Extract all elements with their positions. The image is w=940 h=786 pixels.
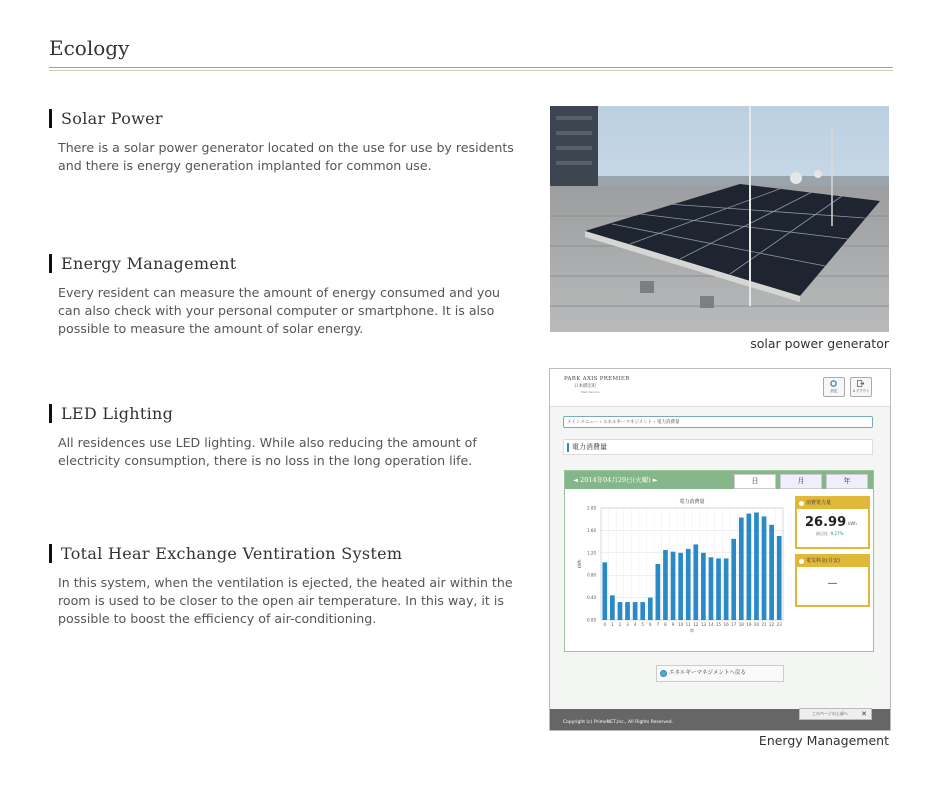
x-tick-label: 6	[649, 622, 652, 627]
settings-label: 設定	[830, 389, 838, 393]
bar	[701, 553, 706, 620]
x-tick-label: 16	[723, 622, 729, 627]
usage-card-title: 消費電力量	[797, 498, 868, 509]
bar	[671, 552, 676, 620]
gear-icon	[830, 380, 837, 387]
breadcrumb[interactable]: メインメニュー › エネルギーマネジメント › 電力消費量	[563, 416, 873, 428]
logout-button[interactable]	[850, 377, 872, 397]
bar	[754, 512, 759, 620]
solar-power-photo	[550, 106, 889, 332]
bar	[602, 562, 607, 620]
x-tick-label: 3	[626, 622, 629, 627]
x-tick-label: 1	[611, 622, 614, 627]
x-tick-label: 5	[641, 622, 644, 627]
y-axis-label: kWh	[577, 559, 582, 569]
x-tick-label: 8	[664, 622, 667, 627]
bar	[678, 553, 683, 620]
y-tick-label: 0.00	[587, 617, 596, 623]
x-tick-label: 4	[633, 622, 637, 627]
fee-value: —	[827, 578, 838, 589]
section-solar-power	[49, 109, 529, 175]
chart-title: 電力消費量	[679, 499, 705, 505]
screen-title: 電力消費量	[563, 439, 873, 455]
x-tick-label: 14	[708, 622, 714, 627]
x-tick-label: 13	[700, 622, 706, 627]
y-tick-label: 0.80	[587, 572, 596, 578]
bar	[663, 550, 668, 620]
bar	[731, 539, 736, 620]
app-header	[550, 369, 890, 407]
fee-card-title: 電気料金(目安)	[797, 556, 868, 567]
bar	[618, 602, 623, 620]
x-tick-label: 23	[776, 622, 782, 627]
section-heading: Solar Power	[49, 109, 529, 128]
back-to-energy-button[interactable]: エネルギーマネジメントへ戻る	[656, 665, 784, 682]
bar	[648, 598, 653, 620]
x-tick-label: 0	[603, 622, 607, 627]
section-body: All residences use LED lighting. While also reducing the amount of electricity consumption, there is no loss in the long operation life.	[58, 435, 477, 468]
bar	[693, 544, 698, 620]
section-led-lighting	[49, 404, 529, 470]
copyright: Copyright (c) PrimeNET,Inc., All Rights Reserved.	[563, 720, 674, 725]
consumption-chart	[571, 496, 789, 641]
x-tick-label: 22	[769, 622, 775, 627]
section-body: In this system, when the ventilation is ejected, the heated air within the room is used to be closer to the open air temperature. In this way, it is possible to boost the efficiency of air-conditioning.	[58, 575, 513, 626]
usage-compare	[816, 531, 843, 537]
usage-card	[795, 496, 870, 549]
section-heading: Total Hear Exchange Ventiration System	[49, 544, 529, 563]
bar	[656, 564, 661, 620]
bar	[640, 602, 645, 620]
usage-value: 26.99	[805, 515, 847, 530]
date-navigator[interactable]: ◄ 2014年04月29日(火曜) ►	[573, 476, 658, 484]
fee-card	[795, 554, 870, 607]
y-tick-label: 1.20	[587, 550, 596, 556]
usage-compare-value: -9.27%	[829, 531, 844, 536]
bar	[747, 514, 752, 620]
to-top-label: このページの上部へ	[812, 711, 848, 716]
bar	[716, 558, 721, 620]
close-icon[interactable]: ✕	[861, 710, 867, 718]
bar	[686, 549, 691, 620]
logo-name: PARK AXIS PREMIER	[564, 376, 630, 382]
x-tick-label: 10	[678, 622, 684, 627]
bar	[762, 516, 767, 620]
tab-year[interactable]: 年	[826, 474, 868, 489]
bar	[777, 536, 782, 620]
panel-header	[565, 471, 873, 489]
logo-location: 日本橋室町	[574, 384, 597, 389]
logo-service: Web Service	[581, 390, 600, 394]
tab-month[interactable]: 月	[780, 474, 822, 489]
page-title: Ecology	[49, 36, 130, 60]
section-body: There is a solar power generator located on the use for use by residents and there is energy generation implanted for common use.	[58, 140, 514, 173]
y-tick-label: 2.00	[587, 505, 596, 511]
tab-day[interactable]: 日	[734, 474, 776, 489]
x-tick-label: 20	[753, 622, 760, 627]
bar	[633, 602, 638, 620]
bar	[739, 518, 744, 620]
bar	[625, 602, 630, 620]
to-top-button[interactable]	[799, 708, 872, 720]
x-tick-label: 21	[761, 622, 767, 627]
title-divider	[49, 67, 893, 68]
energy-screenshot-caption: Energy Management	[758, 733, 889, 748]
x-tick-label: 17	[731, 622, 737, 627]
settings-button[interactable]	[823, 377, 845, 397]
bar	[610, 595, 615, 620]
y-tick-label: 0.40	[587, 595, 596, 601]
section-body: Every resident can measure the amount of energy consumed and you can also check with your personal computer or smartphone. It is also possible to measure the amount of solar energy.	[58, 285, 501, 336]
x-tick-label: 9	[671, 622, 675, 627]
x-tick-label: 2	[618, 622, 622, 627]
x-tick-label: 12	[693, 622, 699, 627]
energy-management-screenshot	[549, 368, 891, 731]
chart-svg	[571, 496, 789, 641]
x-tick-label: 15	[715, 622, 722, 627]
bar	[724, 558, 729, 620]
usage-compare-label: 前日比	[816, 531, 828, 536]
section-energy-management	[49, 254, 529, 338]
y-tick-label: 1.60	[587, 527, 596, 533]
x-tick-label: 11	[685, 622, 691, 627]
x-tick-label: 7	[656, 622, 660, 627]
usage-unit: kWh	[848, 521, 857, 526]
x-tick-label: 18	[738, 622, 744, 627]
section-heading: Energy Management	[49, 254, 529, 273]
section-heading: LED Lighting	[49, 404, 529, 423]
bar	[709, 557, 714, 620]
title-divider-secondary	[49, 70, 893, 71]
logout-label: ログアウト	[852, 389, 870, 393]
solar-photo-caption: solar power generator	[750, 336, 889, 351]
consumption-panel	[564, 470, 874, 652]
x-axis-label: 時	[690, 628, 694, 633]
logout-icon	[857, 380, 864, 387]
bar	[769, 525, 774, 620]
x-tick-label: 19	[746, 622, 752, 627]
section-ventilation-system	[49, 544, 529, 628]
